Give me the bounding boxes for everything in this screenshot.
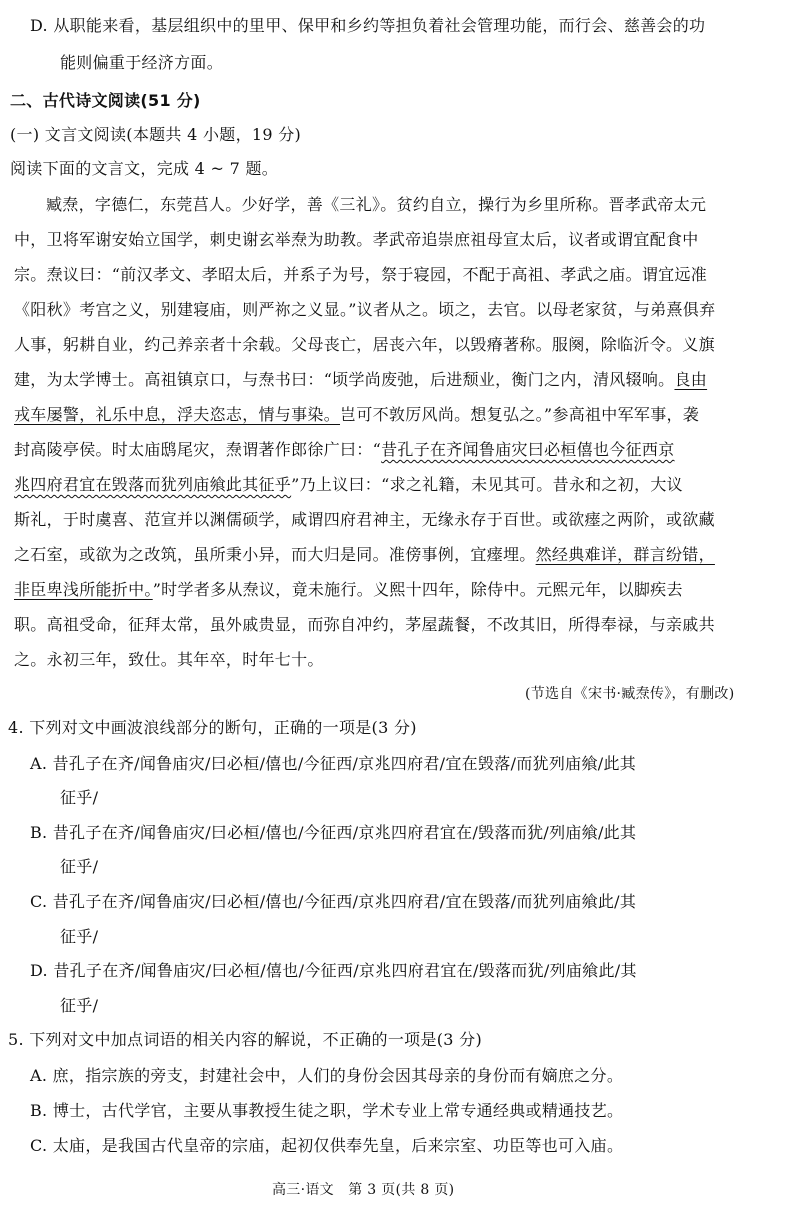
passage-line-9-text: ”乃上议曰：“求之礼籍，未见其可。昔永和之初，大议 [291,475,683,494]
underlined-sentence-1-start: 良由 [674,370,708,389]
passage-line-8 [14,440,675,460]
q5-option-a: A. 庶，指宗族的旁支，封建社会中，人们的身份会因其母亲的身份而有嫡庶之分。 [30,1066,624,1085]
option-d-line-1: D. 从职能来看，基层组织中的里甲、保甲和乡约等担负着社会管理功能，而行会、慈善会的功 [30,16,706,35]
passage-line-7-text: 岂可不敦厉风尚。想复弘之。”参高祖中军军事，袭 [340,405,700,424]
underlined-sentence-2-end: 非臣卑浅所能折中。 [14,580,153,599]
q4-option-b-line-2: 征乎/ [60,857,99,876]
passage-line-12-text: ”时学者多从焘议，竟未施行。义熙十四年，除侍中。元熙元年，以脚疾去 [152,580,683,599]
passage-line-7 [14,405,699,425]
passage-line-3: 宗。焘议曰：“前汉孝文、孝昭太后，并系子为号，祭于寝园，不配于高祖、孝武之庙。谓宜远准 [14,265,708,284]
q4-option-a-line-1: A. 昔孔子在齐/闻鲁庙灾/曰必桓/僖也/今征西/京兆四府君/宜在毁落/而犹列庙飨/此其 [30,754,637,773]
option-d-line-2: 能则偏重于经济方面。 [60,53,224,72]
underlined-sentence-1-end: 戎车屡警，礼乐中息，浮夫恣志，情与事染。 [14,405,341,424]
q4-option-a-line-2: 征乎/ [60,788,99,807]
passage-line-11-text: 之石室，或欲为之改筑，虽所秉小异，而大归是同。准傍事例，宜瘗埋。 [14,545,536,564]
question-4-stem: 4. 下列对文中画波浪线部分的断句，正确的一项是(3 分) [8,718,417,737]
passage-line-6-text: 建，为太学博士。高祖镇京口，与焘书曰：“顷学尚废弛，后进颓业，衡门之内，清风辍响。 [14,370,675,389]
passage-line-8-text: 封高陵亭侯。时太庙鸱尾灾，焘谓著作郎徐广曰：“ [14,440,382,459]
q4-option-b-line-1: B. 昔孔子在齐/闻鲁庙灾/曰必桓/僖也/今征西/京兆四府君宜在/毁落而犹/列庙飨/此其 [30,823,637,842]
page-footer: 高三·语文 第 3 页(共 8 页) [272,1182,455,1198]
passage-line-13: 职。高祖受命，征拜太常，虽外戚贵显，而弥自冲约，茅屋蔬餐，不改其旧，所得奉禄，与亲戚共 [14,615,715,634]
passage-line-10: 斯礼，于时虞喜、范宣并以渊儒硕学，咸谓四府君神主，无缘永存于百世。或欲瘗之两阶，或欲藏 [14,510,715,529]
passage-line-12 [14,580,683,600]
wavy-line-segment-1: 昔孔子在齐闻鲁庙灾曰必桓僖也今征西京 [381,440,675,459]
passage-line-14: 之。永初三年，致仕。其年卒，时年七十。 [14,650,324,669]
instruction: 阅读下面的文言文，完成 4 ~ 7 题。 [10,159,279,178]
section-title: 二、古代诗文阅读(51 分) [10,91,201,110]
passage-line-6 [14,370,707,390]
q4-option-c-line-1: C. 昔孔子在齐/闻鲁庙灾/曰必桓/僖也/今征西/京兆四府君/宜在毁落/而犹列庙飨此/其 [30,892,637,911]
passage-line-9 [14,475,683,495]
passage-line-2: 中，卫将军谢安始立国学，刺史谢玄举焘为助教。孝武帝追崇庶祖母宣太后，议者或谓宜配食中 [14,230,699,249]
passage-line-11 [14,545,715,565]
source-note: (节选自《宋书·臧焘传》，有删改) [525,686,735,702]
q5-option-b: B. 博士，古代学官，主要从事教授生徒之职，学术专业上常专通经典或精通技艺。 [30,1101,624,1120]
q4-option-d-line-1: D. 昔孔子在齐/闻鲁庙灾/曰必桓/僖也/今征西/京兆四府君宜在/毁落而犹/列庙飨此/其 [30,961,637,980]
q4-option-d-line-2: 征乎/ [60,996,99,1015]
passage-line-4: 《阳秋》考宫之义，别建寝庙，则严祢之义显。”议者从之。顷之，去官。以母老家贫，与弟熹俱弃 [14,300,716,319]
wavy-line-segment-2: 兆四府君宜在毁落而犹列庙飨此其征乎 [14,475,292,494]
subsection-title: (一) 文言文阅读(本题共 4 小题，19 分) [10,125,302,144]
passage-line-1: 臧焘，字德仁，东莞莒人。少好学，善《三礼》。贫约自立，操行为乡里所称。晋孝武帝太元 [46,195,707,214]
underlined-sentence-2-start: 然经典难详，群言纷错， [535,545,715,564]
q5-option-c: C. 太庙，是我国古代皇帝的宗庙，起初仅供奉先皇，后来宗室、功臣等也可入庙。 [30,1136,624,1155]
q4-option-c-line-2: 征乎/ [60,927,99,946]
question-5-stem: 5. 下列对文中加点词语的相关内容的解说，不正确的一项是(3 分) [8,1030,483,1049]
passage-line-5: 人事，躬耕自业，约己养亲者十余载。父母丧亡，居丧六年，以毁瘠著称。服阕，除临沂令。义旗 [14,335,715,354]
